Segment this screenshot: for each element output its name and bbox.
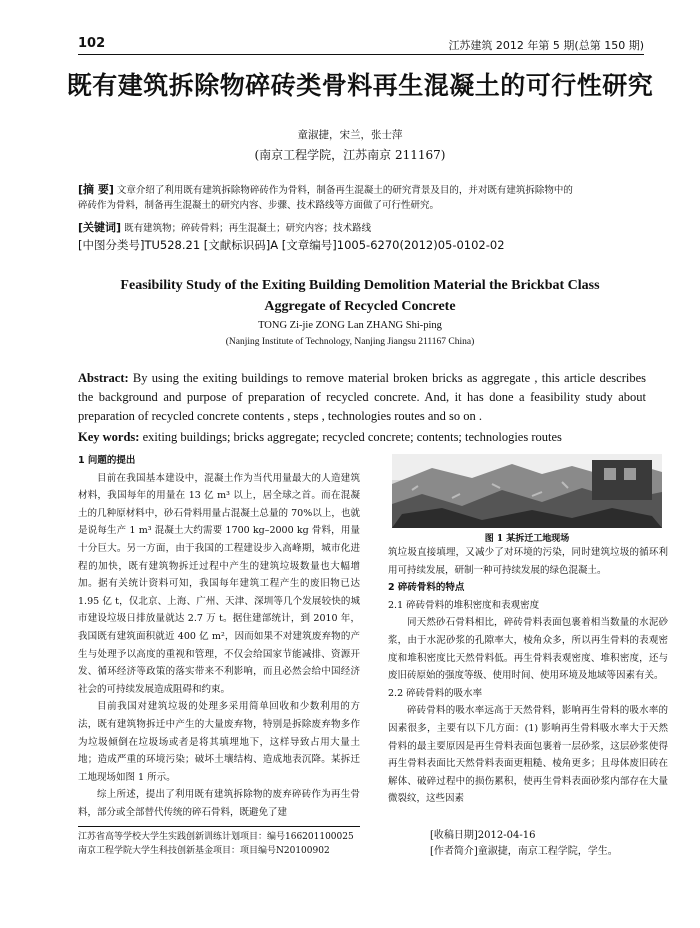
keywords-en-text: exiting buildings; bricks aggregate; recycled concrete; contents; technologies routes <box>139 430 562 444</box>
author-bio: [作者简介]童淑捷，南京工程学院，学生。 <box>430 846 618 857</box>
page-number: 102 <box>78 36 106 51</box>
received-date: [收稿日期]2012-04-16 <box>430 830 536 841</box>
keywords-zh-text: 既有建筑物；碎砖骨料；再生混凝土；研究内容；技术路线 <box>124 223 372 234</box>
left-column <box>78 452 360 821</box>
section-heading-1: 1 问题的提出 <box>78 455 136 466</box>
classification-line: [中图分类号]TU528.21 [文献标识码]A [文章编号]1005-6270(2012)05-0102-02 <box>78 238 505 252</box>
journal-issue: 江苏建筑 2012 年第 5 期(总第 150 期) <box>448 39 644 52</box>
english-authors: TONG Zi-jie ZONG Lan ZHANG Shi-ping <box>258 320 442 331</box>
abstract-en-text: By using the exiting buildings to remove material broken bricks as aggregate , this article describes the background and purpose of preparation of recycled concrete. And, it has done a feasibility study about preparation of recycled concrete contents , steps , technologies routes and so on . <box>78 371 646 423</box>
abstract-zh-label: [摘 要] <box>78 183 114 196</box>
subsection-heading-2-1: 2.1 碎砖骨料的堆积密度和表观密度 <box>388 599 540 611</box>
paragraph: 同天然砂石骨料相比，碎砖骨料表面包裹着相当数量的水泥砂浆，由于水泥砂浆的孔隙率大，棱角众多，所以再生骨料的表观密度和堆积密度比天然骨料低。再生骨料表观密度、堆积密度，还与废旧砖原始的强度等级、使用时间、使用环境及地域等因素有关。 <box>388 617 668 682</box>
authors: 童淑捷，宋兰，张士萍 <box>297 129 403 141</box>
abstract-zh <box>78 182 648 213</box>
english-affiliation: (Nanjing Institute of Technology, Nanjing Jiangsu 211167 China) <box>225 337 475 347</box>
abstract-zh-line1: 文章介绍了利用既有建筑拆除物碎砖作为骨料，制备再生混凝土的研究背景及目的，并对既有建筑拆除物中的 <box>116 185 573 196</box>
section-heading-2: 2 碎砖骨料的特点 <box>388 582 465 594</box>
footnote: 江苏省高等学校大学生实践创新训练计划项目：编号166201100025 南京工程学院大学生科技创新基金项目：项目编号N20100902 <box>78 832 354 856</box>
english-title-line2: Aggregate of Recycled Concrete <box>264 299 456 314</box>
subsection-heading-2-2: 2.2 碎砖骨料的吸水率 <box>388 687 483 699</box>
paragraph: 综上所述，提出了利用既有建筑拆除物的废弃碎砖作为再生骨料，部分或全部替代传统的碎石骨料，既避免了建 <box>78 789 360 818</box>
keywords-zh-label: [关键词] <box>78 221 122 234</box>
abstract-zh-line2: 碎砖作为骨料，制备再生混凝土的研究内容、步骤、技术路线等方面做了可行性研究。 <box>78 200 440 211</box>
english-title <box>90 275 630 317</box>
demolition-site-photo <box>392 454 662 528</box>
right-column <box>388 544 668 808</box>
received-info <box>430 828 670 860</box>
paragraph: 目前我国对建筑垃圾的处理多采用简单回收和少数利用的方法，既有建筑物拆迁中产生的大量废弃物，特别是拆除废弃物多作为垃圾倾倒在垃圾场或者是将其填埋地下，这样导致占用大量土地；造成严重的环境污染；破坏土壤结构、造成地表沉降。某拆迁工地现场如图 1 所示。 <box>78 701 360 783</box>
english-title-line1: Feasibility Study of the Exiting Building Demolition Material the Brickbat Class <box>120 278 600 293</box>
paragraph: 碎砖骨料的吸水率远高于天然骨料，影响再生骨料的吸水率的因素很多，主要有以下几方面：(1) 影响再生骨料吸水率大于天然骨料的最主要原因是再生骨料表面包裹着一层砂浆，这层砂浆使得再生骨料表面比天然骨料表面更粗糙、棱角更多；且母体废旧砖在解体、破碎过程中的损伤累积，使再生骨料表面砂浆内部存在大量微裂纹，这些因素 <box>388 705 668 805</box>
keywords-zh <box>78 220 648 236</box>
figure-caption: 图 1 某拆迁工地现场 <box>484 534 570 544</box>
abstract-en <box>78 369 646 426</box>
keywords-en-label: Key words: <box>78 430 140 444</box>
running-header <box>78 34 644 55</box>
keywords-en <box>78 428 646 447</box>
abstract-en-label: Abstract: <box>78 371 129 385</box>
paragraph: 目前在我国基本建设中，混凝土作为当代用量最大的人造建筑材料，我国每年的用量在 13 亿 m³ 以上，居全球之首。而在混凝土的几种原材料中，砂石骨料用量占混凝土总量的 70%以上，也就是说每生产 1 m³ 混凝土大约需要 1700 kg–2000 kg 骨料，用量十分巨大。另一方面，由于我国的工程建设步入高峰期，城市化进程的加快，既有建筑物拆迁过程中产生的建筑垃圾数量也大幅增加。据有关统计资料可知，我国每年建筑工程产生的废旧物已达 1.95 亿 t，仅北京、上海、广州、天津、深圳等几个发展较快的城市建设垃圾日排放量就达 2.7 万 t。据住建部统计，到 2010 年，我国既有建筑面积就近 400 亿 m²，因而如果不对建筑废弃物的产生与处理予以高度的重视和管理，不仅会给国家节能减排、资源开发、循环经济等政策的落实带来不利影响，而且必然会给中国经济社会的可持续发展造成阻碍和约束。 <box>78 472 360 695</box>
paper-title: 既有建筑拆除物碎砖类骨料再生混凝土的可行性研究 <box>66 71 654 100</box>
paragraph-continued: 筑垃圾直接填埋，又减少了对环境的污染，同时建筑垃圾的循环利用可持续发展，研制一种可持续发展的绿色混凝土。 <box>388 547 668 576</box>
footnote-rule <box>78 826 360 827</box>
affiliation: (南京工程学院，江苏南京 211167) <box>254 148 446 162</box>
